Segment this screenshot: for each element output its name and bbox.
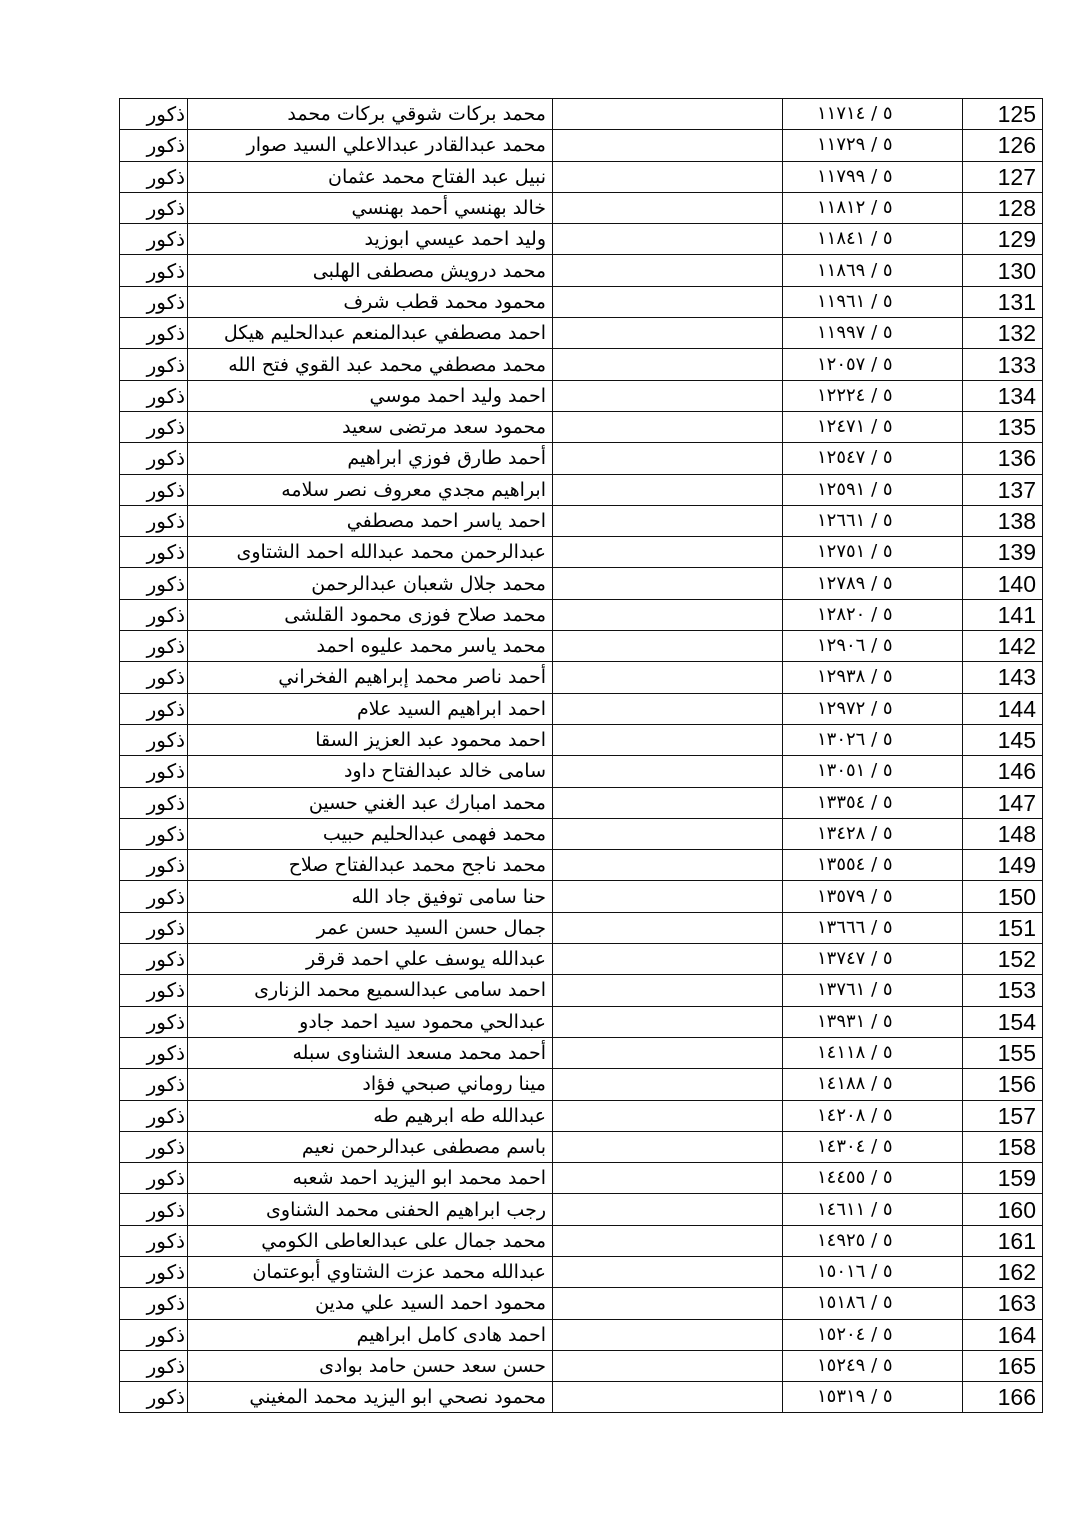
table-row (120, 818, 1043, 849)
gender-cell: ذكور (120, 693, 188, 724)
code-cell: ٥ / ١٣٤٢٨ (783, 818, 963, 849)
gender-cell: ذكور (120, 130, 188, 161)
name-cell: سامى خالد عبدالفتاح داود (188, 756, 553, 787)
blank-cell (553, 568, 783, 599)
gender-cell: ذكور (120, 756, 188, 787)
code-cell: ٥ / ١٣٥٥٤ (783, 850, 963, 881)
name-cell: محمد فهمى عبدالحليم حبيب (188, 818, 553, 849)
table-row (120, 724, 1043, 755)
table-row (120, 349, 1043, 380)
table-row (120, 1350, 1043, 1381)
gender-cell: ذكور (120, 286, 188, 317)
table-row (120, 1288, 1043, 1319)
blank-cell (553, 1100, 783, 1131)
name-cell: أحمد ناصر محمد إبراهيم الفخراني (188, 662, 553, 693)
table-row (120, 568, 1043, 599)
serial-number-cell: 144 (963, 693, 1043, 724)
name-cell: احمد ياسر احمد مصطفي (188, 505, 553, 536)
gender-cell: ذكور (120, 1037, 188, 1068)
blank-cell (553, 224, 783, 255)
name-cell: ابراهيم مجدي معروف نصر سلامه (188, 474, 553, 505)
table-row (120, 1131, 1043, 1162)
serial-number-cell: 131 (963, 286, 1043, 317)
table-row (120, 537, 1043, 568)
code-cell: ٥ / ١١٨١٢ (783, 192, 963, 223)
table-row (120, 161, 1043, 192)
gender-cell: ذكور (120, 380, 188, 411)
gender-cell: ذكور (120, 1131, 188, 1162)
table-row (120, 224, 1043, 255)
roster-body (120, 99, 1043, 1413)
gender-cell: ذكور (120, 192, 188, 223)
serial-number-cell: 152 (963, 944, 1043, 975)
name-cell: وليد احمد عيسي ابوزيد (188, 224, 553, 255)
code-cell: ٥ / ١٢٤٧١ (783, 411, 963, 442)
blank-cell (553, 192, 783, 223)
code-cell: ٥ / ١٢٥٩١ (783, 474, 963, 505)
gender-cell: ذكور (120, 975, 188, 1006)
gender-cell: ذكور (120, 1350, 188, 1381)
code-cell: ٥ / ١٤٩٢٥ (783, 1225, 963, 1256)
table-row (120, 1037, 1043, 1068)
code-cell: ٥ / ١٣٣٥٤ (783, 787, 963, 818)
code-cell: ٥ / ١٤٦١١ (783, 1194, 963, 1225)
blank-cell (553, 1194, 783, 1225)
blank-cell (553, 318, 783, 349)
serial-number-cell: 156 (963, 1069, 1043, 1100)
code-cell: ٥ / ١٤٣٠٤ (783, 1131, 963, 1162)
name-cell: مينا روماني صبحي فؤاد (188, 1069, 553, 1100)
name-cell: احمد محمود عبد العزيز السقا (188, 724, 553, 755)
serial-number-cell: 135 (963, 411, 1043, 442)
serial-number-cell: 128 (963, 192, 1043, 223)
name-cell: محمد عبدالقادر عبدالاعلي السيد صوار (188, 130, 553, 161)
blank-cell (553, 505, 783, 536)
gender-cell: ذكور (120, 224, 188, 255)
gender-cell: ذكور (120, 1319, 188, 1350)
serial-number-cell: 142 (963, 631, 1043, 662)
name-cell: باسم مصطفى عبدالرحمن نعيم (188, 1131, 553, 1162)
name-cell: أحمد طارق فوزي ابراهيم (188, 443, 553, 474)
blank-cell (553, 1225, 783, 1256)
table-row (120, 1006, 1043, 1037)
blank-cell (553, 1069, 783, 1100)
serial-number-cell: 164 (963, 1319, 1043, 1350)
gender-cell: ذكور (120, 881, 188, 912)
serial-number-cell: 137 (963, 474, 1043, 505)
blank-cell (553, 130, 783, 161)
blank-cell (553, 787, 783, 818)
blank-cell (553, 99, 783, 130)
gender-cell: ذكور (120, 1382, 188, 1413)
name-cell: حسن سعد حسن حامد بوادى (188, 1350, 553, 1381)
serial-number-cell: 145 (963, 724, 1043, 755)
serial-number-cell: 125 (963, 99, 1043, 130)
code-cell: ٥ / ١٣٠٢٦ (783, 724, 963, 755)
table-row (120, 1100, 1043, 1131)
code-cell: ٥ / ١٥٣١٩ (783, 1382, 963, 1413)
blank-cell (553, 1382, 783, 1413)
serial-number-cell: 140 (963, 568, 1043, 599)
code-cell: ٥ / ١١٧١٤ (783, 99, 963, 130)
blank-cell (553, 1319, 783, 1350)
name-cell: عبدالله يوسف علي احمد قرقر (188, 944, 553, 975)
serial-number-cell: 126 (963, 130, 1043, 161)
code-cell: ٥ / ١٣٧٤٧ (783, 944, 963, 975)
table-row (120, 631, 1043, 662)
blank-cell (553, 599, 783, 630)
serial-number-cell: 139 (963, 537, 1043, 568)
code-cell: ٥ / ١٢٨٢٠ (783, 599, 963, 630)
gender-cell: ذكور (120, 912, 188, 943)
code-cell: ٥ / ١٥٠١٦ (783, 1256, 963, 1287)
code-cell: ٥ / ١٤٢٠٨ (783, 1100, 963, 1131)
code-cell: ٥ / ١١٨٤١ (783, 224, 963, 255)
blank-cell (553, 1288, 783, 1319)
gender-cell: ذكور (120, 1194, 188, 1225)
serial-number-cell: 159 (963, 1163, 1043, 1194)
code-cell: ٥ / ١٢٢٢٤ (783, 380, 963, 411)
code-cell: ٥ / ١٣٠٥١ (783, 756, 963, 787)
gender-cell: ذكور (120, 599, 188, 630)
table-row (120, 787, 1043, 818)
table-row (120, 912, 1043, 943)
gender-cell: ذكور (120, 818, 188, 849)
name-cell: عبدالله طه ابرهيم طه (188, 1100, 553, 1131)
blank-cell (553, 662, 783, 693)
name-cell: خالد بهنسي أحمد بهنسي (188, 192, 553, 223)
code-cell: ٥ / ١٢٥٤٧ (783, 443, 963, 474)
gender-cell: ذكور (120, 1288, 188, 1319)
serial-number-cell: 158 (963, 1131, 1043, 1162)
serial-number-cell: 165 (963, 1350, 1043, 1381)
blank-cell (553, 693, 783, 724)
code-cell: ٥ / ١٢٠٥٧ (783, 349, 963, 380)
table-row (120, 662, 1043, 693)
name-cell: نبيل عبد الفتاح محمد عثمان (188, 161, 553, 192)
gender-cell: ذكور (120, 850, 188, 881)
name-cell: محمد جلال شعبان عبدالرحمن (188, 568, 553, 599)
blank-cell (553, 286, 783, 317)
blank-cell (553, 1006, 783, 1037)
serial-number-cell: 141 (963, 599, 1043, 630)
code-cell: ٥ / ١٣٥٧٩ (783, 881, 963, 912)
blank-cell (553, 1037, 783, 1068)
name-cell: احمد وليد احمد موسي (188, 380, 553, 411)
serial-number-cell: 136 (963, 443, 1043, 474)
code-cell: ٥ / ١٤٤٥٥ (783, 1163, 963, 1194)
serial-number-cell: 143 (963, 662, 1043, 693)
code-cell: ٥ / ١٣٦٦٦ (783, 912, 963, 943)
table-row (120, 130, 1043, 161)
name-cell: محمود احمد السيد علي مدين (188, 1288, 553, 1319)
table-row (120, 99, 1043, 130)
name-cell: أحمد محمد مسعد الشناوى سبله (188, 1037, 553, 1068)
serial-number-cell: 134 (963, 380, 1043, 411)
gender-cell: ذكور (120, 1163, 188, 1194)
serial-number-cell: 147 (963, 787, 1043, 818)
gender-cell: ذكور (120, 161, 188, 192)
table-row (120, 380, 1043, 411)
blank-cell (553, 349, 783, 380)
name-cell: محمد صلاح فوزى محمود القلشى (188, 599, 553, 630)
table-row (120, 1194, 1043, 1225)
table-row (120, 505, 1043, 536)
table-row (120, 1256, 1043, 1287)
code-cell: ٥ / ١٤١١٨ (783, 1037, 963, 1068)
code-cell: ٥ / ١٢٦٦١ (783, 505, 963, 536)
table-row (120, 443, 1043, 474)
table-row (120, 318, 1043, 349)
gender-cell: ذكور (120, 537, 188, 568)
table-row (120, 944, 1043, 975)
code-cell: ٥ / ١٥١٨٦ (783, 1288, 963, 1319)
code-cell: ٥ / ١٥٢٠٤ (783, 1319, 963, 1350)
table-row (120, 1069, 1043, 1100)
gender-cell: ذكور (120, 631, 188, 662)
name-cell: محمد جمال على عبدالعاطى الكومي (188, 1225, 553, 1256)
code-cell: ٥ / ١١٧٢٩ (783, 130, 963, 161)
code-cell: ٥ / ١٢٩٣٨ (783, 662, 963, 693)
gender-cell: ذكور (120, 1100, 188, 1131)
gender-cell: ذكور (120, 474, 188, 505)
serial-number-cell: 148 (963, 818, 1043, 849)
serial-number-cell: 150 (963, 881, 1043, 912)
name-cell: احمد محمد ابو اليزيد احمد شعبه (188, 1163, 553, 1194)
blank-cell (553, 881, 783, 912)
name-cell: احمد ابراهيم السيد علام (188, 693, 553, 724)
gender-cell: ذكور (120, 443, 188, 474)
gender-cell: ذكور (120, 568, 188, 599)
blank-cell (553, 1163, 783, 1194)
name-cell: احمد سامى عبدالسميع محمد الزنارى (188, 975, 553, 1006)
gender-cell: ذكور (120, 787, 188, 818)
blank-cell (553, 161, 783, 192)
serial-number-cell: 155 (963, 1037, 1043, 1068)
serial-number-cell: 157 (963, 1100, 1043, 1131)
code-cell: ٥ / ١١٩٩٧ (783, 318, 963, 349)
serial-number-cell: 127 (963, 161, 1043, 192)
serial-number-cell: 130 (963, 255, 1043, 286)
gender-cell: ذكور (120, 1069, 188, 1100)
serial-number-cell: 166 (963, 1382, 1043, 1413)
table-row (120, 599, 1043, 630)
gender-cell: ذكور (120, 255, 188, 286)
name-cell: محمد بركات شوقي بركات محمد (188, 99, 553, 130)
table-row (120, 1225, 1043, 1256)
serial-number-cell: 149 (963, 850, 1043, 881)
serial-number-cell: 133 (963, 349, 1043, 380)
blank-cell (553, 818, 783, 849)
blank-cell (553, 1350, 783, 1381)
code-cell: ٥ / ١٣٩٣١ (783, 1006, 963, 1037)
roster-table (119, 98, 1043, 1413)
blank-cell (553, 850, 783, 881)
blank-cell (553, 1131, 783, 1162)
blank-cell (553, 724, 783, 755)
blank-cell (553, 537, 783, 568)
table-row (120, 474, 1043, 505)
blank-cell (553, 912, 783, 943)
blank-cell (553, 380, 783, 411)
gender-cell: ذكور (120, 349, 188, 380)
gender-cell: ذكور (120, 1225, 188, 1256)
code-cell: ٥ / ١١٨٦٩ (783, 255, 963, 286)
code-cell: ٥ / ١٢٧٨٩ (783, 568, 963, 599)
code-cell: ٥ / ١٢٧٥١ (783, 537, 963, 568)
code-cell: ٥ / ١٤١٨٨ (783, 1069, 963, 1100)
name-cell: محمد درويش مصطفى الهلبى (188, 255, 553, 286)
gender-cell: ذكور (120, 1256, 188, 1287)
serial-number-cell: 154 (963, 1006, 1043, 1037)
blank-cell (553, 1256, 783, 1287)
gender-cell: ذكور (120, 662, 188, 693)
code-cell: ٥ / ١٥٢٤٩ (783, 1350, 963, 1381)
serial-number-cell: 132 (963, 318, 1043, 349)
blank-cell (553, 255, 783, 286)
table-row (120, 255, 1043, 286)
name-cell: محمود محمد قطب شرف (188, 286, 553, 317)
name-cell: محمد مصطفي محمد عبد القوي فتح الله (188, 349, 553, 380)
name-cell: عبدالحي محمود سيد احمد جادو (188, 1006, 553, 1037)
table-row (120, 881, 1043, 912)
blank-cell (553, 443, 783, 474)
table-row (120, 975, 1043, 1006)
blank-cell (553, 631, 783, 662)
name-cell: محمد ياسر محمد عليوه احمد (188, 631, 553, 662)
blank-cell (553, 411, 783, 442)
name-cell: عبدالله محمد عزت الشتاوي أبوعتمان (188, 1256, 553, 1287)
name-cell: محمود سعد مرتضى سعيد (188, 411, 553, 442)
table-row (120, 411, 1043, 442)
table-row (120, 693, 1043, 724)
gender-cell: ذكور (120, 318, 188, 349)
serial-number-cell: 129 (963, 224, 1043, 255)
blank-cell (553, 474, 783, 505)
gender-cell: ذكور (120, 1006, 188, 1037)
name-cell: احمد هادى كامل ابراهيم (188, 1319, 553, 1350)
gender-cell: ذكور (120, 724, 188, 755)
table-row (120, 192, 1043, 223)
code-cell: ٥ / ١١٧٩٩ (783, 161, 963, 192)
table-row (120, 756, 1043, 787)
serial-number-cell: 153 (963, 975, 1043, 1006)
name-cell: جمال حسن السيد حسن عمر (188, 912, 553, 943)
table-row (120, 286, 1043, 317)
gender-cell: ذكور (120, 99, 188, 130)
table-row (120, 1382, 1043, 1413)
table-row (120, 1319, 1043, 1350)
gender-cell: ذكور (120, 411, 188, 442)
name-cell: حنا سامى توفيق جاد الله (188, 881, 553, 912)
name-cell: عبدالرحمن محمد عبدالله احمد الشتاوى (188, 537, 553, 568)
table-row (120, 1163, 1043, 1194)
serial-number-cell: 162 (963, 1256, 1043, 1287)
code-cell: ٥ / ١٢٩٧٢ (783, 693, 963, 724)
name-cell: رجب ابراهيم الحفنى محمد الشناوى (188, 1194, 553, 1225)
blank-cell (553, 944, 783, 975)
serial-number-cell: 138 (963, 505, 1043, 536)
serial-number-cell: 160 (963, 1194, 1043, 1225)
blank-cell (553, 975, 783, 1006)
serial-number-cell: 151 (963, 912, 1043, 943)
serial-number-cell: 161 (963, 1225, 1043, 1256)
name-cell: محمد ناجح محمد عبدالفتاح صلاح (188, 850, 553, 881)
name-cell: محمود نصحي ابو اليزيد محمد المغيني (188, 1382, 553, 1413)
table-row (120, 850, 1043, 881)
blank-cell (553, 756, 783, 787)
serial-number-cell: 146 (963, 756, 1043, 787)
code-cell: ٥ / ١٣٧٦١ (783, 975, 963, 1006)
gender-cell: ذكور (120, 505, 188, 536)
name-cell: احمد مصطفي عبدالمنعم عبدالحليم هيكل (188, 318, 553, 349)
serial-number-cell: 163 (963, 1288, 1043, 1319)
name-cell: محمد امبارك عبد الغني حسين (188, 787, 553, 818)
gender-cell: ذكور (120, 944, 188, 975)
code-cell: ٥ / ١١٩٦١ (783, 286, 963, 317)
code-cell: ٥ / ١٢٩٠٦ (783, 631, 963, 662)
